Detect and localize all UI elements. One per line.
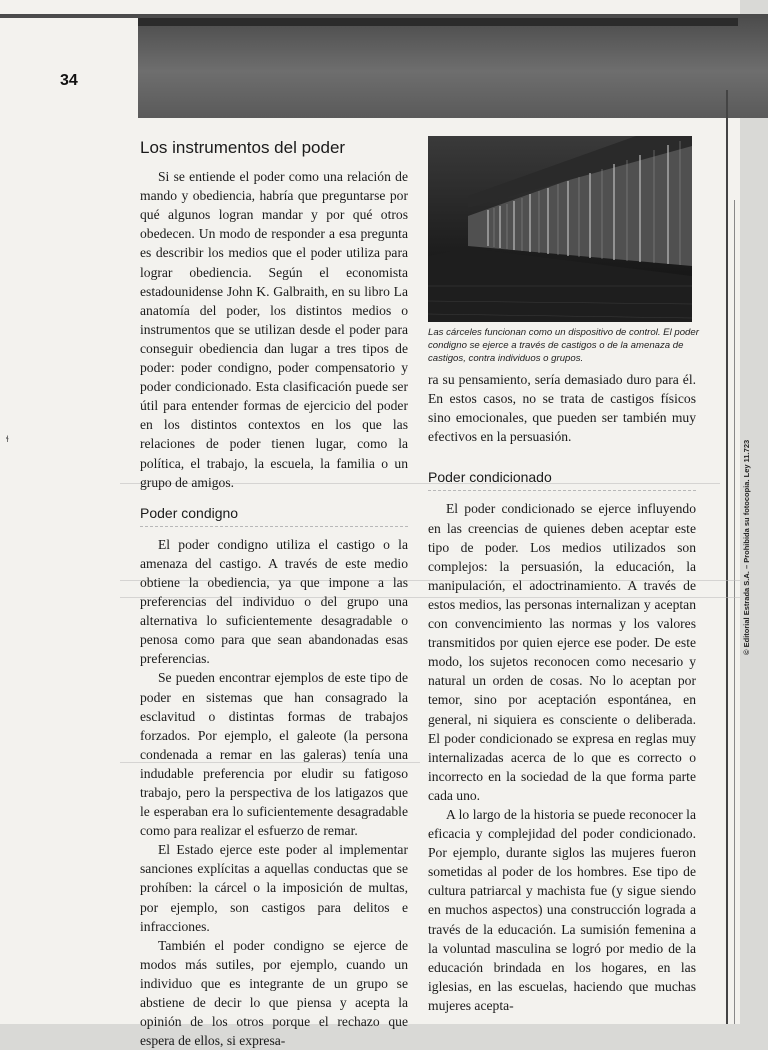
page-number: 34 bbox=[60, 72, 78, 89]
section-title: Los instrumentos del poder bbox=[140, 138, 346, 157]
subheading-poder-condigno: Poder condigno bbox=[140, 504, 408, 527]
header-strip bbox=[138, 18, 738, 26]
condigno-paragraph-1: El poder condigno utiliza el castigo o la amenaza del castigo. A través de este medio obtiene la obediencia, ya que impone a las preferencias del individuo o del grupo una alternativa lo suficientemente desagradable o penosa como para que sean abandonadas esas preferencias. bbox=[140, 536, 408, 667]
spacer bbox=[428, 446, 696, 456]
prison-corridor-photo bbox=[428, 136, 692, 322]
continued-paragraph: ra su pensamiento, sería demasiado duro para él. En estos casos, no se trata de castigos físicos sino emocionales, que pueden ser también muy efectivos en la persuasión. bbox=[428, 372, 696, 445]
right-column bbox=[428, 370, 696, 1015]
condigno-paragraph-3: El Estado ejerce este poder al implementar sanciones explícitas a aquellas conductas que se prohíben: la cárcel o la imposición de multas, por ejemplo, son castigos para delitos e infracciones. bbox=[140, 842, 408, 934]
intro-paragraph: Si se entiende el poder como una relación de mando y obediencia, habría que preguntarse por qué algunos logran mandar y por qué otros obedecen. Un modo de responder a esa pregunta es describir los medios que el poder utiliza para lograr obediencia. Según el economista estadounidense John K. Galbraith, en su libro La anatomía del poder, los distintos medios o instrumentos que se utilizan desde el poder para conseguir obediencia dan lugar a tres tipos de poder: poder condigno, poder compensatorio y poder condicionado. Esta clasificación puede ser útil para entender formas de ejercicio del poder en los distintos contextos en los que las relaciones de poder tienen lugar, como la política, el trabajo, la escuela, la familia o un grupo de amigos. bbox=[140, 169, 408, 490]
subheading-poder-condicionado: Poder condicionado bbox=[428, 468, 696, 491]
condigno-paragraph-2: Se pueden encontrar ejemplos de este tipo de poder en sistemas que han consagrado la esclavitud o distintas formas de trabajos forzados. Por ejemplo, el galeote (la persona condenada a remar en las galeras) tenía una indudable preferencia por eludir su fatigoso trabajo, pero la perspectiva de los latigazos que le esperaban era lo suficientemente desagradable como para realizar el esfuerzo de remar. bbox=[140, 670, 408, 839]
condicionado-paragraph-2: A lo largo de la historia se puede reconocer la eficacia y complejidad del poder condicionado. Por ejemplo, durante siglos las mujeres fueron sometidas al poder de los hombres. Ese tipo de cultura patriarcal y machista fue (y sigue siendo en muchos aspectos) una construcción lograda a través de la educación. La sumisión femenina a la voluntad masculina se logró por medio de la educación brindada en los hogares, en las iglesias, en las escuelas, haciendo que muchas mujeres acepta- bbox=[428, 806, 696, 1013]
page-edge-line bbox=[726, 90, 728, 1024]
margin-mark: ɬ bbox=[6, 434, 9, 444]
condicionado-paragraph-1: El poder condicionado se ejerce influyendo en las creencias de quienes deben aceptar este tipo de poder. Los medios utilizados son complejos: la persuasión, la educación, la manipulación, el adoctrinamiento. A través de estos medios, las personas internalizan y aceptan con convencimiento las normas y los valores transmitidos por quien ejerce ese poder. De este modo, los sujetos reconocen como necesario y natural un orden de cosas. No lo aceptan por temor, sino por aceptación espontánea, en general, ni siquiera es consciente o deliberada. El poder condicionado se expresa en reglas muy internalizadas acerca de lo que es correcto o incorrecto en la sociedad de la que forma parte cada uno. bbox=[428, 501, 696, 803]
copyright-side-note bbox=[730, 400, 751, 660]
left-column bbox=[140, 128, 408, 1050]
condigno-paragraph-4: También el poder condigno se ejerce de modos más sutiles, por ejemplo, cuando un individuo que es integrante de un grupo se abstiene de decir lo que piensa y acepta la opinión de los otros porque el rechazo que espera de ellos, si expresa- bbox=[140, 937, 408, 1049]
prison-photo-illustration bbox=[428, 136, 692, 322]
photo-caption: Las cárceles funcionan como un dispositivo de control. El poder condigno se ejerce a través de castigos o de la amenaza de castigos, contra individuos o grupos. bbox=[428, 327, 699, 364]
copyright-text: © Editorial Estrada S.A. – Prohibida su fotocopia. Ley 11.723 bbox=[742, 439, 751, 655]
header-page-corner bbox=[0, 18, 138, 118]
